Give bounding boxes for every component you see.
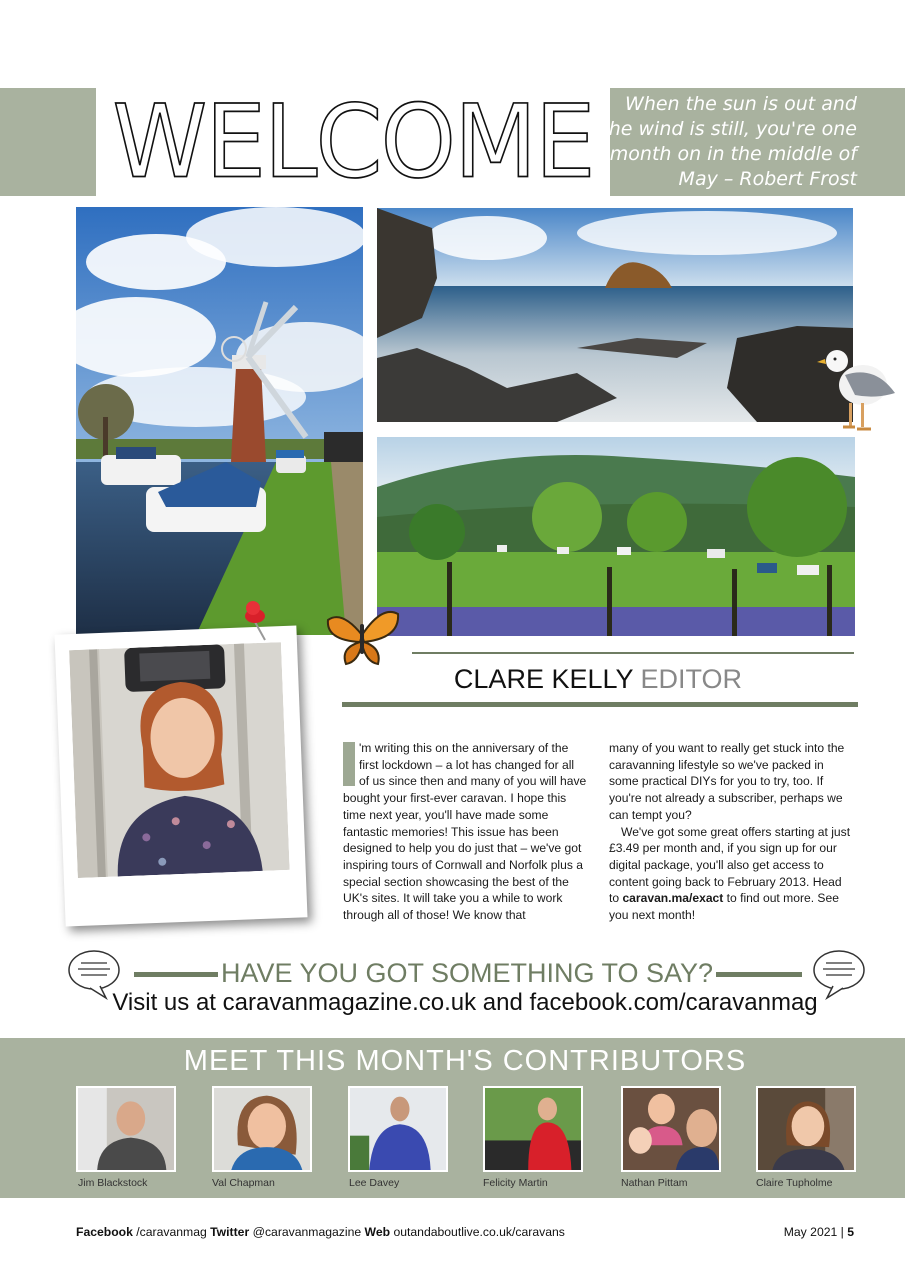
say-rule-right bbox=[716, 972, 802, 977]
contributor-name: Lee Davey bbox=[349, 1177, 400, 1189]
butterfly-illustration bbox=[322, 600, 402, 670]
say-heading: HAVE YOU GOT SOMETHING TO SAY? bbox=[220, 958, 714, 988]
page-number bbox=[784, 1224, 854, 1240]
editor-role: EDITOR bbox=[640, 664, 743, 694]
facebook-handle[interactable]: /caravanmag bbox=[132, 1225, 211, 1239]
editor-name: CLARE KELLY bbox=[453, 664, 634, 694]
letter-col2-p1: many of you want to really get stuck into the caravanning lifestyle so we've packed in some practical DIYs for you to try, too. If you're not already a subscriber, perhaps we can tempt you? bbox=[609, 741, 845, 822]
contributor-name: Felicity Martin bbox=[483, 1177, 548, 1189]
editor-rule-top bbox=[412, 652, 854, 654]
page-title-text: WELCOME bbox=[112, 83, 594, 201]
seagull-illustration bbox=[815, 335, 897, 435]
editor-byline bbox=[342, 662, 854, 696]
facebook-label: Facebook bbox=[76, 1225, 133, 1239]
web-url[interactable]: outandaboutlive.co.uk/caravans bbox=[390, 1225, 565, 1239]
editor-letter-col1 bbox=[343, 740, 587, 924]
twitter-label: Twitter bbox=[210, 1225, 250, 1239]
subscribe-link[interactable]: caravan.ma/exact bbox=[622, 891, 724, 906]
header-quote: When the sun is out and the wind is still, you're one month on in the middle of May – Robert Frost bbox=[601, 93, 857, 190]
social-footer bbox=[76, 1224, 565, 1240]
contributor-photo-lee bbox=[348, 1086, 448, 1172]
contributor-photo-nathan bbox=[621, 1086, 721, 1172]
push-pin-icon bbox=[243, 600, 271, 642]
coast-photo bbox=[377, 208, 853, 422]
drop-cap bbox=[343, 742, 355, 786]
header-band-left bbox=[0, 88, 96, 196]
letter-col1-text: 'm writing this on the anniversary of the first lockdown – a lot has changed for all of us since then and many of you will have bought your first-ever caravan. I hope this time next year, you'll have made some fantastic memories! This issue has been designed to help you do just that – we've got inspiring tours of Cornwall and Norfolk plus a special section showcasing the best of the UK's sites. It will take you a while to work through all of those! We know that bbox=[343, 741, 587, 923]
contributor-name: Jim Blackstock bbox=[78, 1177, 148, 1189]
windmill-photo bbox=[76, 207, 363, 635]
twitter-handle[interactable]: @caravanmagazine bbox=[249, 1225, 365, 1239]
letter-col2-p2-b: to find out more. See you next month! bbox=[609, 891, 839, 923]
contributors-heading: MEET THIS MONTH'S CONTRIBUTORS bbox=[183, 1045, 747, 1077]
contributor-photo-claire bbox=[756, 1086, 856, 1172]
letter-col2-p2-a: We've got some great offers starting at just £3.49 per month and, if you sign up for our digital package, you'll also get access to content going back to February 2013. Head to bbox=[609, 824, 851, 906]
editor-photo-frame bbox=[54, 625, 307, 926]
contributor-photo-felicity bbox=[483, 1086, 583, 1172]
contributor-name: Claire Tupholme bbox=[756, 1177, 833, 1189]
contributor-photo-jim bbox=[76, 1086, 176, 1172]
editor-letter-col2 bbox=[609, 740, 853, 924]
say-links[interactable]: Visit us at caravanmagazine.co.uk and facebook.com/caravanmag bbox=[112, 989, 818, 1016]
editor-photo bbox=[69, 642, 290, 878]
say-rule-left bbox=[134, 972, 218, 977]
web-label: Web bbox=[364, 1225, 391, 1239]
page-num: 5 bbox=[847, 1225, 854, 1239]
letter-col2-p2 bbox=[609, 824, 853, 924]
page-title bbox=[96, 83, 610, 201]
contributor-name: Val Chapman bbox=[212, 1177, 275, 1189]
contributor-name: Nathan Pittam bbox=[621, 1177, 688, 1189]
issue-date: May 2021 | bbox=[783, 1225, 848, 1239]
contributor-photo-val bbox=[212, 1086, 312, 1172]
campsite-photo bbox=[377, 437, 855, 636]
editor-rule-bottom bbox=[342, 702, 858, 707]
